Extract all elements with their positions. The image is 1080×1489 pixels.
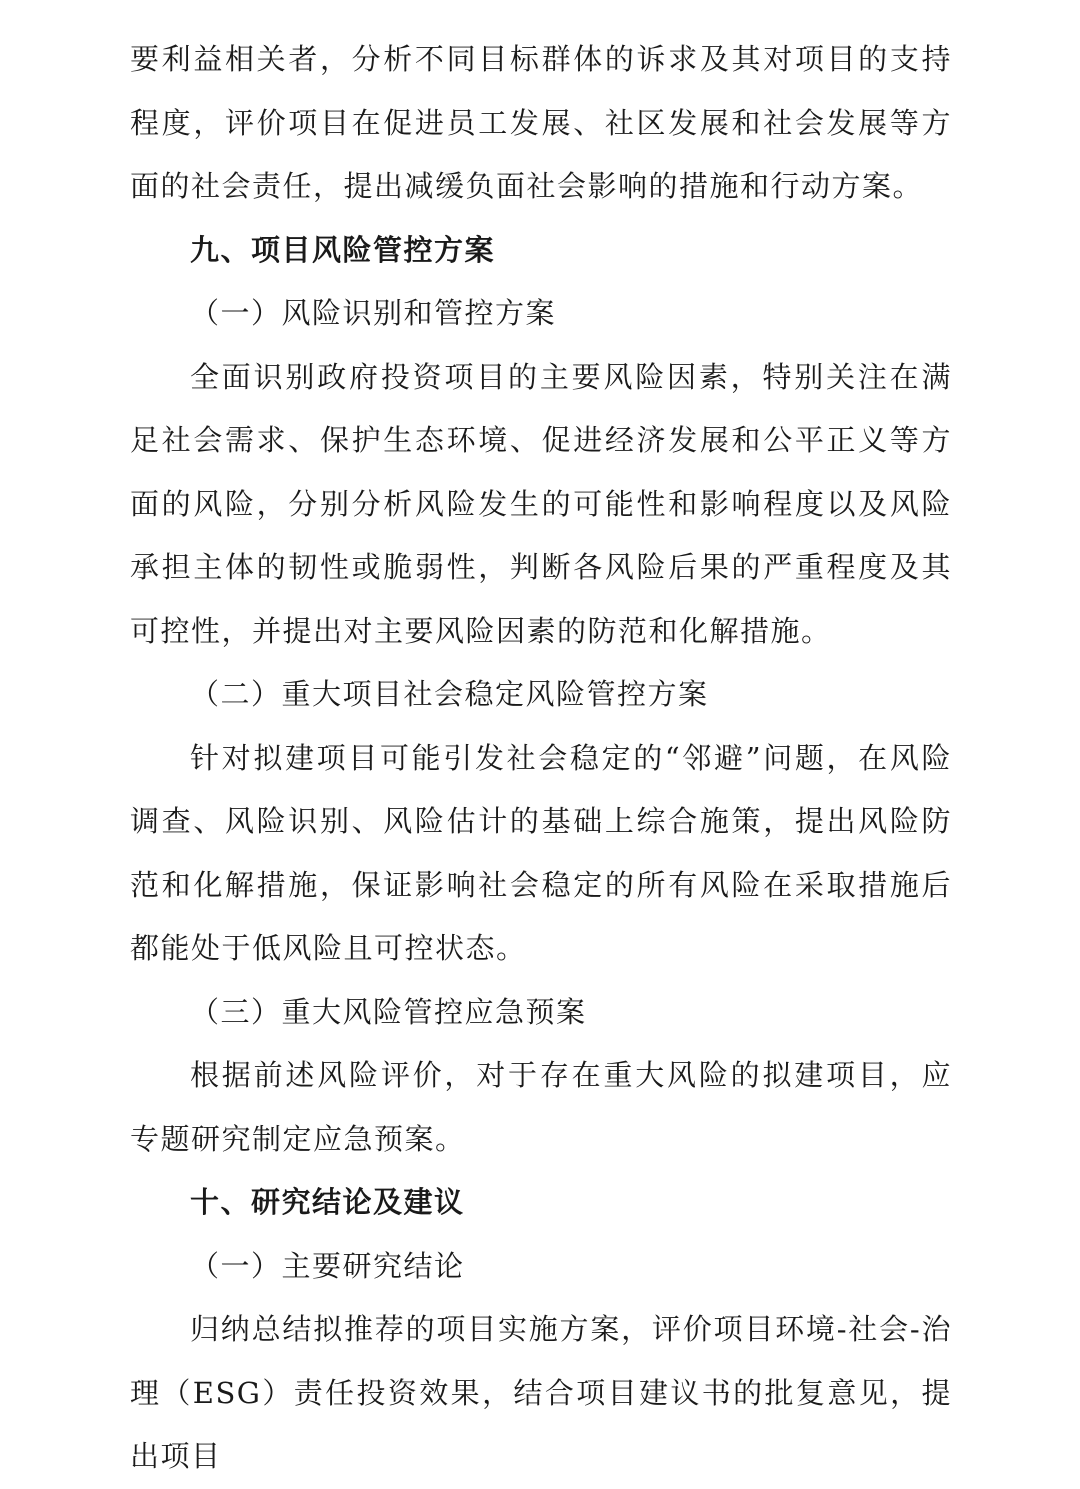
body-paragraph-continued: 要利益相关者，分析不同目标群体的诉求及其对项目的支持程度，评价项目在促进员工发展、社区发展和社会发展等方面的社会责任，提出减缓负面社会影响的措施和行动方案。 (130, 42, 952, 203)
subsection-heading-9-2: （二）重大项目社会稳定风险管控方案 (190, 677, 709, 711)
subsection-heading-10-1: （一）主要研究结论 (190, 1248, 465, 1283)
section-heading-9: 九、项目风险管控方案 (190, 232, 496, 267)
body-paragraph-9-3: 根据前述风险评价，对于存在重大风险的拟建项目，应专题研究制定应急预案。 (130, 1058, 952, 1156)
subsection-heading-9-3: （三）重大风险管控应急预案 (190, 994, 587, 1029)
subsection-heading-9-1: （一）风险识别和管控方案 (190, 296, 557, 330)
body-paragraph-9-2: 针对拟建项目可能引发社会稳定的“邻避”问题，在风险调查、风险识别、风险估计的基础上综合施策，提出风险防范和化解措施，保证影响社会稳定的所有风险在采取措施后都能处于低风险且可控状态。 (130, 740, 952, 965)
document-page (130, 28, 952, 1489)
body-paragraph-9-1: 全面识别政府投资项目的主要风险因素，特别关注在满足社会需求、保护生态环境、促进经济发展和公平正义等方面的风险，分别分析风险发生的可能性和影响程度以及风险承担主体的韧性或脆弱性，判断各风险后果的严重程度及其可控性，并提出对主要风险因素的防范和化解措施。 (130, 359, 952, 648)
section-heading-10: 十、研究结论及建议 (190, 1185, 465, 1219)
body-paragraph-10-1: 归纳总结拟推荐的项目实施方案，评价项目环境-社会-治理（ESG）责任投资效果，结合项目建议书的批复意见，提出项目 (130, 1312, 952, 1473)
